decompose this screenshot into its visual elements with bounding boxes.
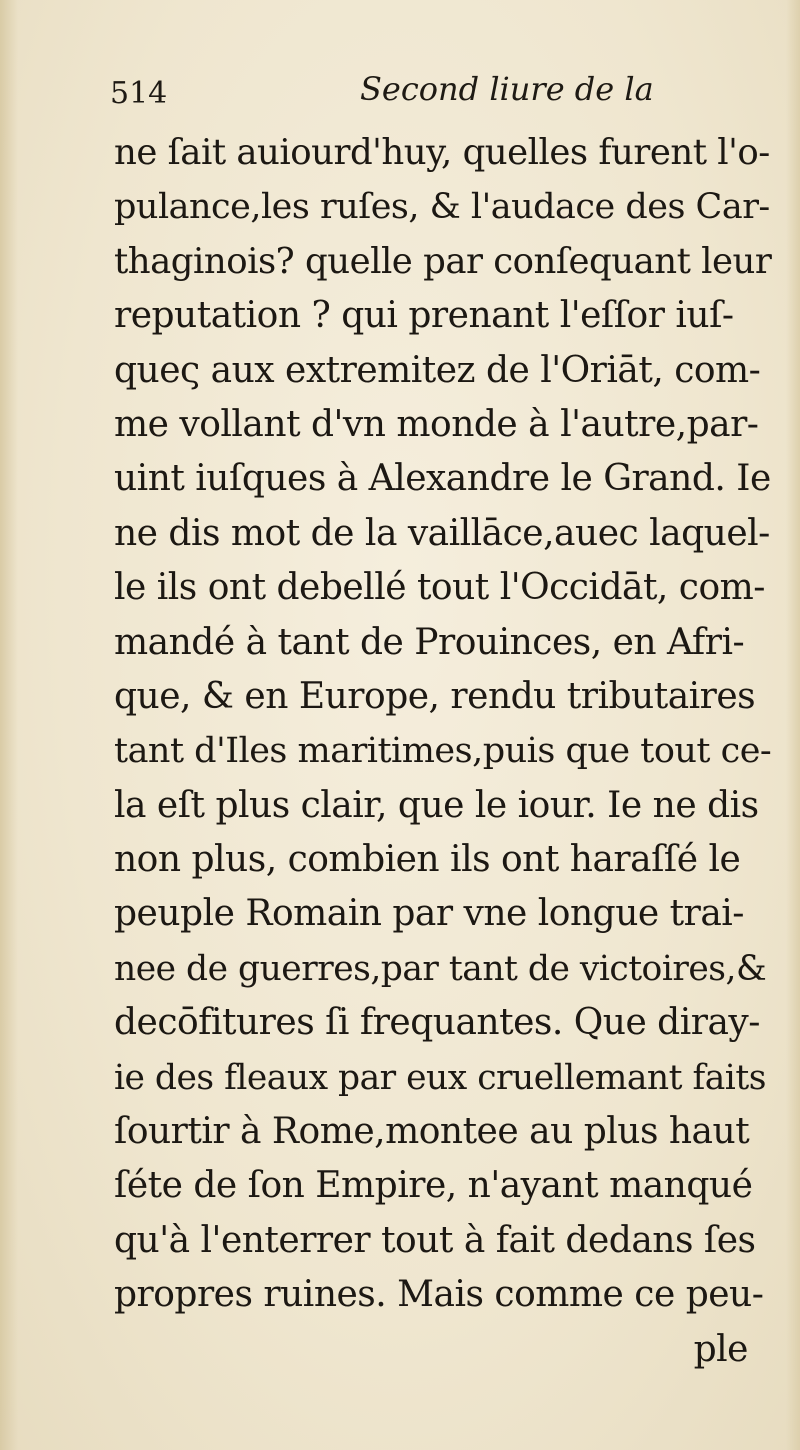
text-line: le ils ont debellé tout l'Occidāt, com- bbox=[114, 567, 765, 609]
text-line: thaginois? quelle par conſequant leur bbox=[114, 240, 772, 282]
text-line: ſourtir à Rome,montee au plus haut bbox=[114, 1111, 750, 1153]
text-line: decōfitures ſi frequantes. Que diray- bbox=[114, 1002, 760, 1044]
text-line: pulance,les ruſes, & l'audace des Car- bbox=[114, 187, 770, 228]
page-number: 514 bbox=[110, 76, 168, 111]
catchword: ple bbox=[693, 1328, 748, 1370]
text-line: queς aux extremitez de l'Oriāt, com- bbox=[114, 349, 761, 391]
text-line: ie des fleaux par eux cruellemant faits bbox=[114, 1057, 766, 1098]
page-right-edge-shadow bbox=[786, 0, 800, 1450]
text-line: que, & en Europe, rendu tributaires bbox=[114, 675, 756, 717]
text-line: la eſt plus clair, que le iour. Ie ne dis bbox=[114, 784, 759, 826]
text-line: qu'à l'enterrer tout à fait dedans ſes bbox=[114, 1219, 756, 1261]
text-line: reputation ? qui prenant l'eſſor iuſ- bbox=[114, 295, 734, 337]
text-line: peuple Romain par vne longue trai- bbox=[114, 893, 744, 935]
text-line: ne ſait auiourd'huy, quelles furent l'o- bbox=[114, 132, 770, 173]
text-line: uint iuſques à Alexandre le Grand. Ie bbox=[114, 458, 771, 500]
text-line: mandé à tant de Prouinces, en Afri- bbox=[114, 621, 745, 663]
page-header bbox=[110, 70, 670, 120]
text-line: tant d'Iles maritimes,puis que tout ce- bbox=[114, 731, 772, 772]
text-line: propres ruines. Mais comme ce peu- bbox=[114, 1274, 764, 1316]
body-text bbox=[114, 126, 774, 1377]
running-head: Second liure de la bbox=[360, 70, 654, 108]
text-line: non plus, combien ils ont haraſſé le bbox=[114, 839, 741, 881]
text-line: ne dis mot de la vaillāce,auec laquel- bbox=[114, 512, 770, 554]
text-line: ſéte de ſon Empire, n'ayant manqué bbox=[114, 1165, 753, 1207]
text-line: nee de guerres,par tant de victoires,& bbox=[114, 948, 767, 989]
text-line: me vollant d'vn monde à l'autre,par- bbox=[114, 403, 759, 445]
page-left-edge-shadow bbox=[0, 0, 18, 1450]
